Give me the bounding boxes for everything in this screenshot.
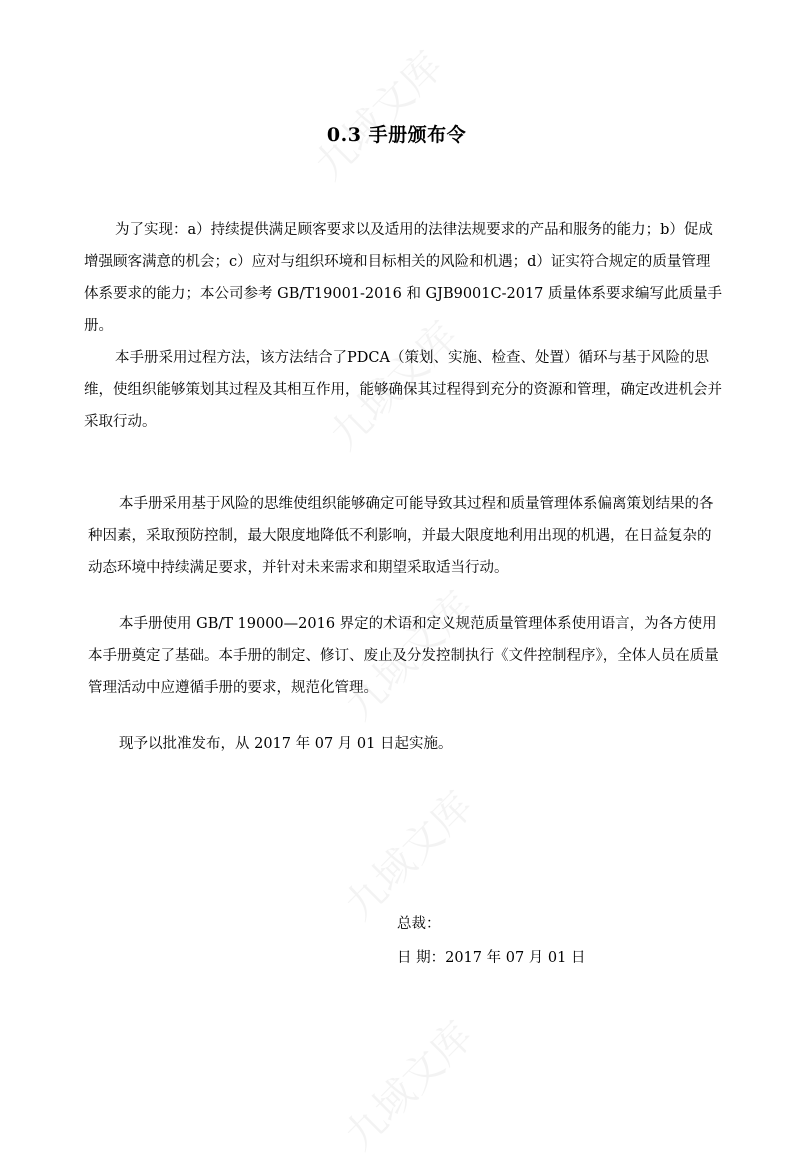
watermark <box>330 1007 483 1160</box>
paragraph-purpose: 为了实现：a）持续提供满足顾客要求以及适用的法律法规要求的产品和服务的能力；b）促成增强顾客满意的机会；c）应对与组织环境和目标相关的风险和机遇；d）证实符合规定的质量管理体系要求的能力；本公司参考 GB/T19001-2016 和 GJB9001C-2017 质量体系要求编写此质量手册。 <box>84 222 723 334</box>
paragraph-approval: 现予以批准发布，从 2017 年 07 月 01 日起实施。 <box>119 736 453 752</box>
paragraph-process-approach: 本手册采用过程方法，该方法结合了PDCA（策划、实施、检查、处置）循环与基于风险的思维，使组织能够策划其过程及其相互作用，能够确保其过程得到充分的资源和管理，确定改进机会并采取行动。 <box>84 350 722 430</box>
watermark <box>300 37 453 190</box>
paragraph-terminology: 本手册使用 GB/T 19000—2016 界定的术语和定义规范质量管理体系使用语言，为各方使用本手册奠定了基础。本手册的制定、修订、废止及分发控制执行《文件控制程序》，全体人员在质量管理活动中应遵循手册的要求，规范化管理。 <box>88 616 719 696</box>
watermark <box>330 777 483 930</box>
page-title: 0.3 手册颁布令 <box>326 124 467 146</box>
signature-date: 日 期：2017 年 07 月 01 日 <box>397 950 586 966</box>
president-signature-label: 总裁： <box>397 916 441 932</box>
paragraph-risk-thinking: 本手册采用基于风险的思维使组织能够确定可能导致其过程和质量管理体系偏离策划结果的各种因素，采取预防控制，最大限度地降低不利影响，并最大限度地利用出现的机遇，在日益复杂的动态环境中持续满足要求，并针对未来需求和期望采取适当行动。 <box>88 496 714 576</box>
